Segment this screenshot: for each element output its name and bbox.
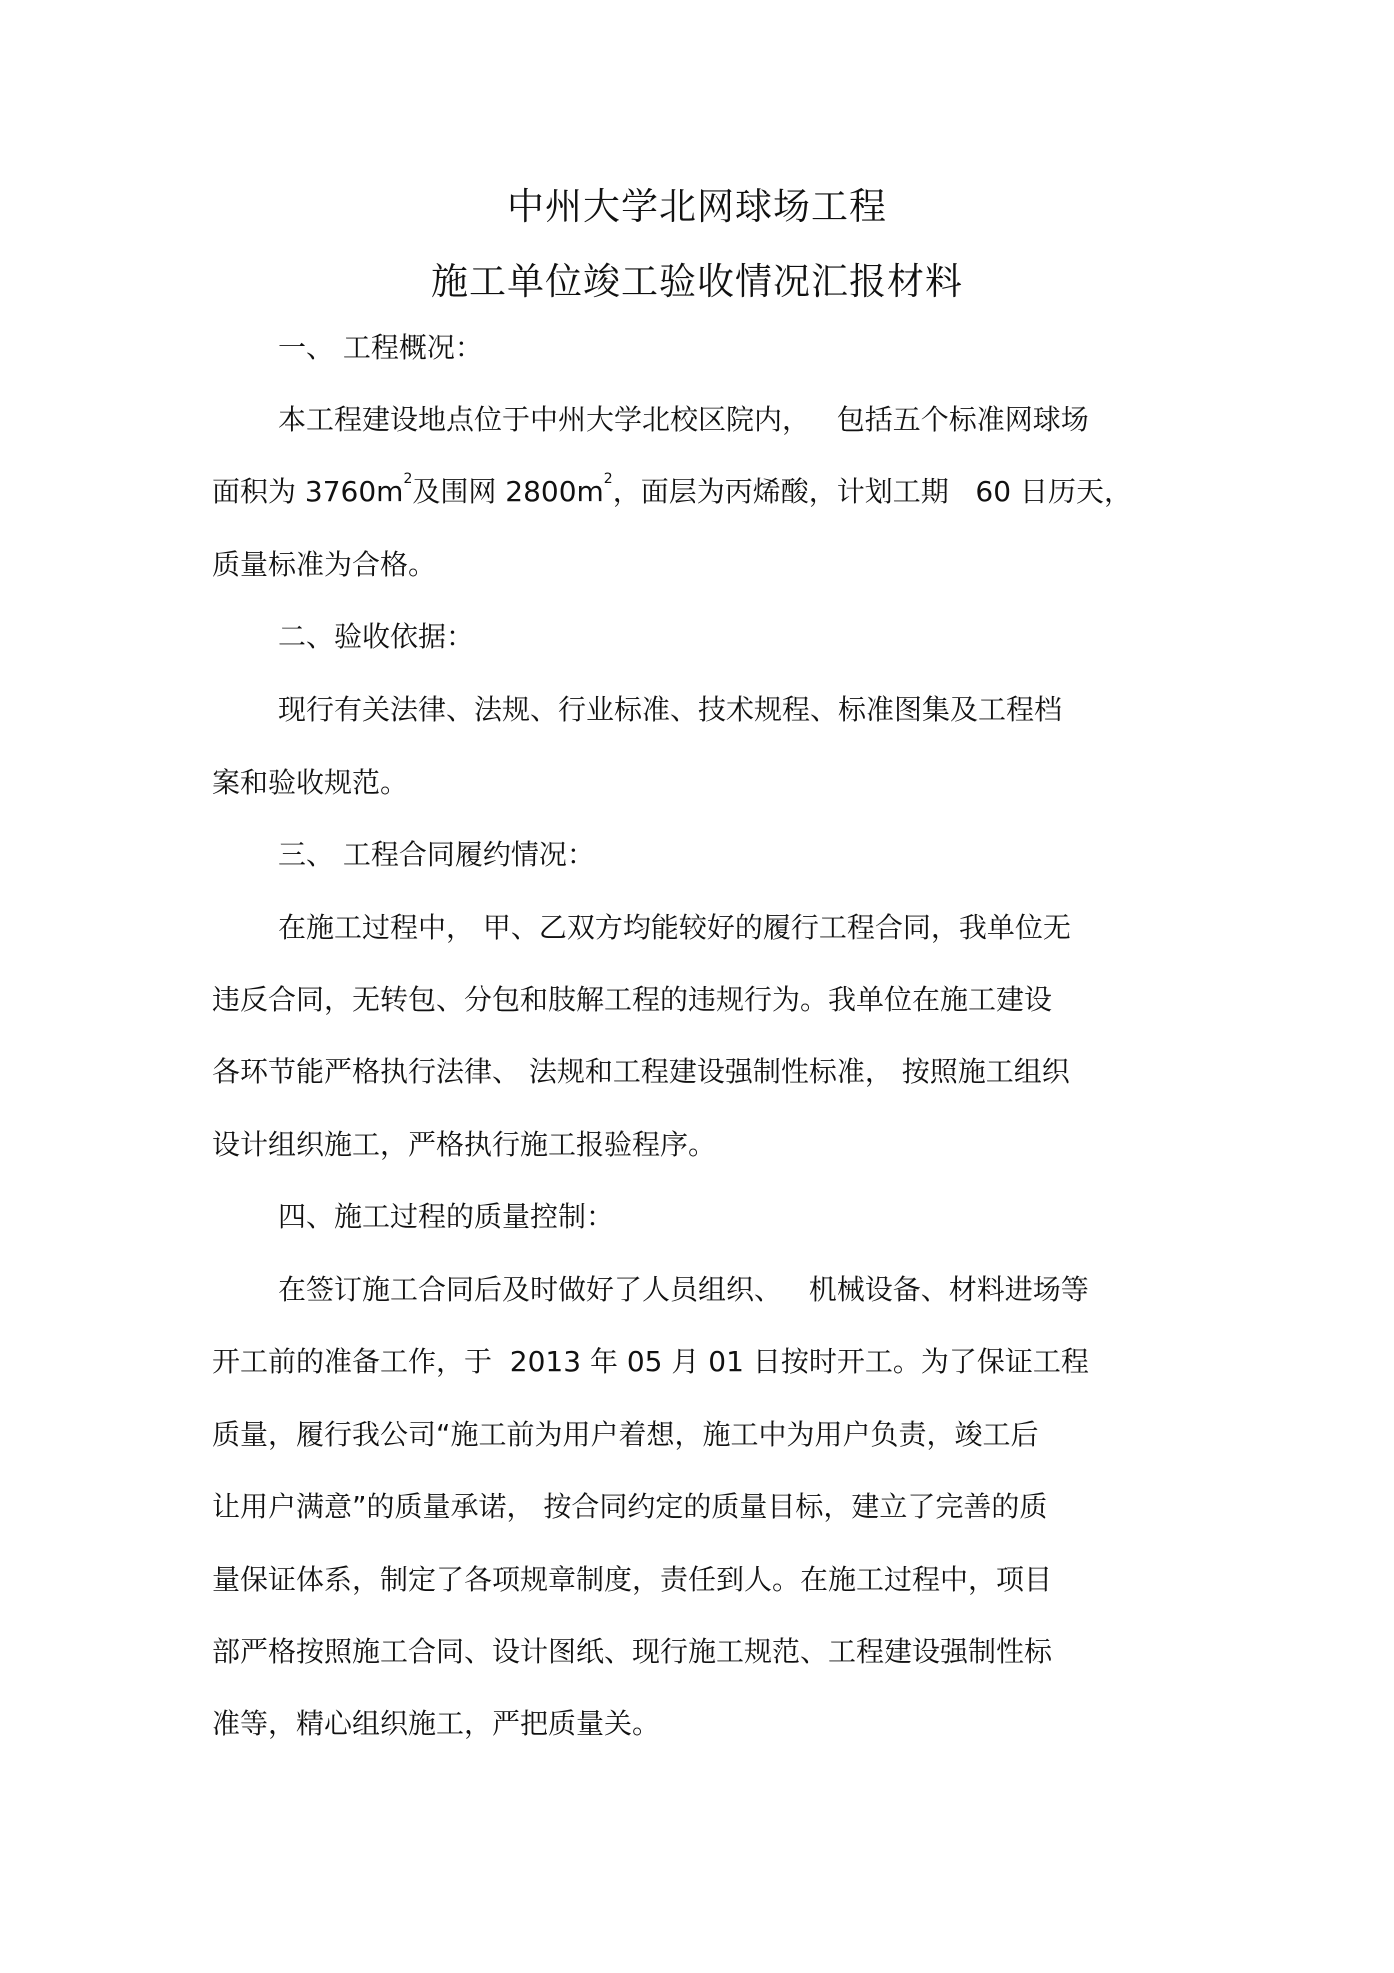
section-2-paragraph-line-1: 现行有关法律、法规、行业标准、技术规程、标准图集及工程档: [278, 693, 1063, 726]
document-title-line-2: 施工单位竣工验收情况汇报材料: [431, 260, 963, 303]
section-4-paragraph-line-1: 在签订施工合同后及时做好了人员组织、 机械设备、材料进场等: [278, 1273, 1089, 1306]
square-meter-superscript-2: 2: [603, 471, 613, 487]
section-4-paragraph-line-5: 量保证体系，制定了各项规章制度，责任到人。在施工过程中，项目: [212, 1563, 1053, 1596]
area-text-part-2: 及围网 2800m: [412, 475, 604, 508]
section-4-paragraph-line-7: 准等，精心组织施工，严把质量关。: [212, 1707, 661, 1740]
section-1-heading: 一、 工程概况：: [278, 331, 483, 364]
section-3-paragraph-line-4: 设计组织施工，严格执行施工报验程序。: [212, 1128, 717, 1161]
section-3-heading: 三、 工程合同履约情况：: [278, 838, 595, 871]
section-3-paragraph-line-3: 各环节能严格执行法律、 法规和工程建设强制性标准， 按照施工组织: [212, 1055, 1070, 1088]
section-1-paragraph-line-1: 本工程建设地点位于中州大学北校区院内， 包括五个标准网球场: [278, 403, 1089, 436]
square-meter-superscript-1: 2: [403, 471, 413, 487]
section-4-paragraph-line-3: 质量，履行我公司“施工前为用户着想，施工中为用户负责，竣工后: [212, 1418, 1039, 1451]
section-4-paragraph-line-4: 让用户满意”的质量承诺， 按合同约定的质量目标，建立了完善的质: [212, 1490, 1048, 1523]
section-2-heading: 二、验收依据：: [278, 620, 475, 653]
section-3-paragraph-line-1: 在施工过程中， 甲、乙双方均能较好的履行工程合同，我单位无: [278, 911, 1071, 944]
section-4-paragraph-line-2: 开工前的准备工作，于 2013 年 05 月 01 日按时开工。为了保证工程: [212, 1345, 1089, 1378]
document-title-line-1: 中州大学北网球场工程: [507, 185, 887, 228]
section-3-paragraph-line-2: 违反合同，无转包、分包和肢解工程的违规行为。我单位在施工建设: [212, 983, 1053, 1016]
section-2-paragraph-line-2: 案和验收规范。: [212, 766, 409, 799]
section-1-paragraph-line-2: [212, 472, 1132, 512]
section-1-paragraph-line-3: 质量标准为合格。: [212, 548, 437, 581]
area-text-part-3: ，面层为丙烯酸，计划工期 60 日历天，: [612, 475, 1132, 508]
section-4-paragraph-line-6: 部严格按照施工合同、设计图纸、现行施工规范、工程建设强制性标: [212, 1635, 1053, 1668]
section-4-heading: 四、施工过程的质量控制：: [278, 1200, 615, 1233]
area-text-part-1: 面积为 3760m: [212, 475, 404, 508]
